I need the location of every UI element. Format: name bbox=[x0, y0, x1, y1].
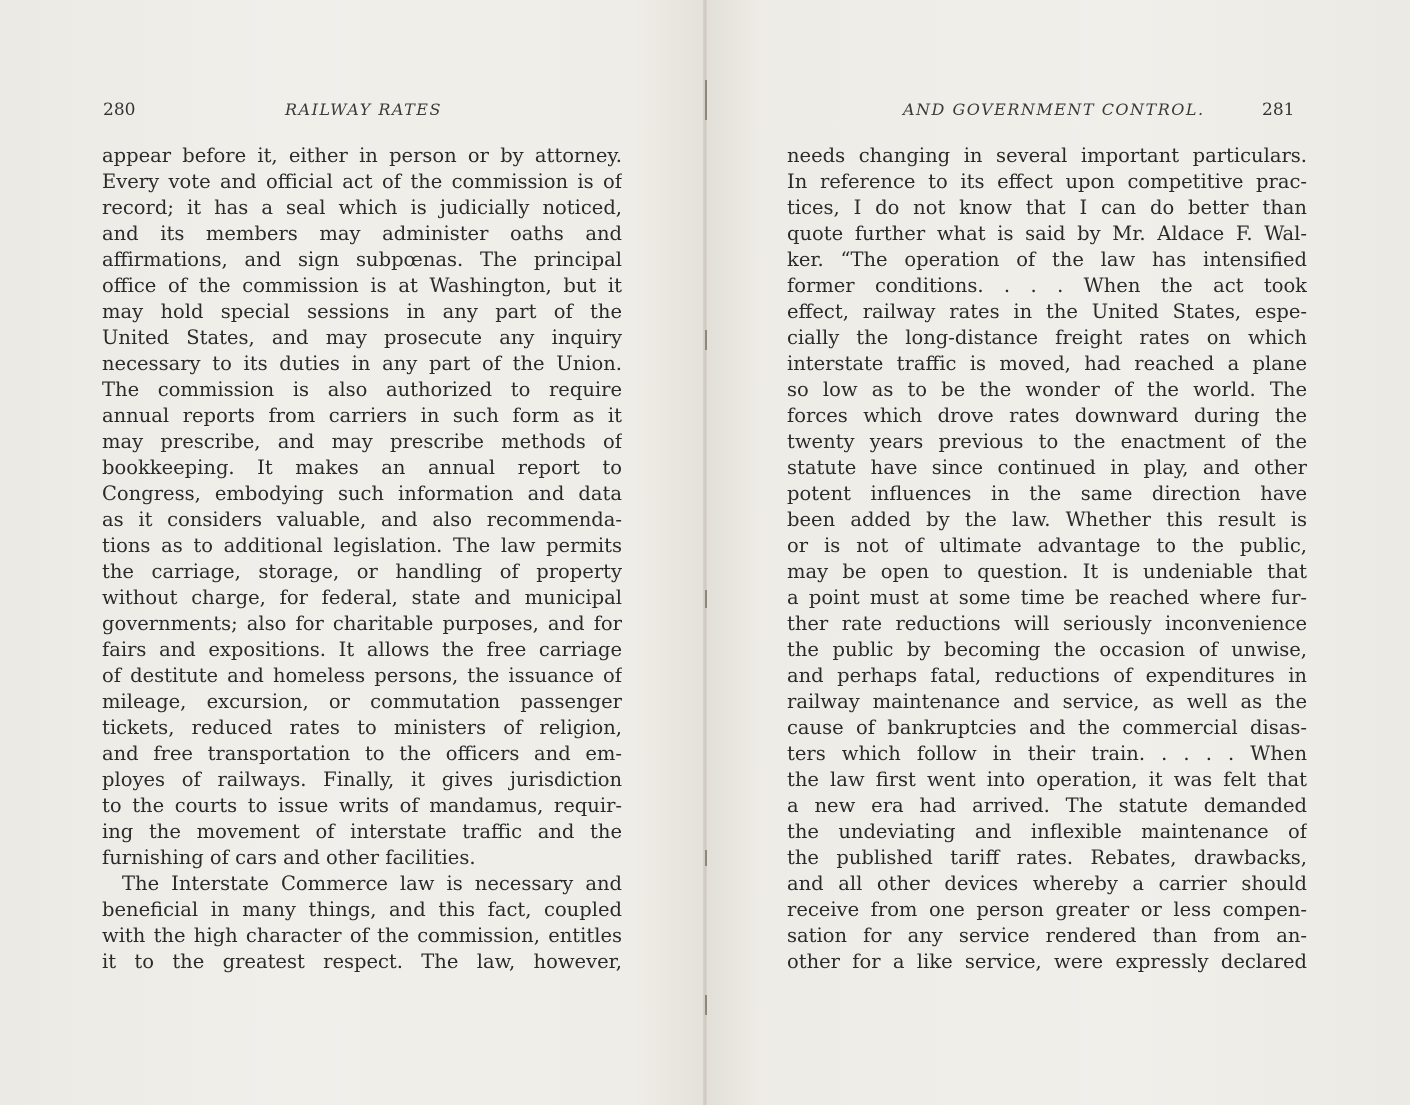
text-line: necessary to its duties in any part of the Union. bbox=[102, 352, 622, 375]
page-number-left: 280 bbox=[103, 100, 136, 120]
text-line: and free transportation to the officers and em- bbox=[102, 742, 622, 765]
text-line: or is not of ultimate advantage to the public, bbox=[787, 534, 1307, 557]
gutter-shadow-mark bbox=[705, 330, 707, 350]
text-line: the carriage, storage, or handling of property bbox=[102, 560, 622, 583]
running-head-right: AND GOVERNMENT CONTROL. bbox=[903, 100, 1205, 119]
text-line: and all other devices whereby a carrier should bbox=[787, 872, 1307, 895]
text-line: office of the commission is at Washington, but it bbox=[102, 274, 622, 297]
text-line: annual reports from carriers in such form as it bbox=[102, 404, 622, 427]
text-line: as it considers valuable, and also recommenda- bbox=[102, 508, 622, 531]
text-line: furnishing of cars and other facilities. bbox=[102, 846, 476, 869]
paragraph-start-line: The Interstate Commerce law is necessary and bbox=[122, 872, 622, 895]
gutter-shadow-mark bbox=[705, 80, 707, 120]
gutter-shadow-mark bbox=[705, 995, 707, 1015]
text-line: ther rate reductions will seriously inconvenience bbox=[787, 612, 1307, 635]
text-line: cially the long-distance freight rates on which bbox=[787, 326, 1307, 349]
text-line: United States, and may prosecute any inquiry bbox=[102, 326, 622, 349]
text-line: been added by the law. Whether this result is bbox=[787, 508, 1307, 531]
text-line: the undeviating and inflexible maintenance of bbox=[787, 820, 1307, 843]
text-line: railway maintenance and service, as well as the bbox=[787, 690, 1307, 713]
text-line: the published tariff rates. Rebates, drawbacks, bbox=[787, 846, 1307, 869]
text-line: Every vote and official act of the commission is of bbox=[102, 170, 622, 193]
text-line: a new era had arrived. The statute demanded bbox=[787, 794, 1307, 817]
gutter-shadow-mark bbox=[705, 850, 707, 866]
text-line: statute have since continued in play, and other bbox=[787, 456, 1307, 479]
text-line: bookkeeping. It makes an annual report to bbox=[102, 456, 622, 479]
text-line: ing the movement of interstate traffic and the bbox=[102, 820, 622, 843]
text-line: with the high character of the commission, entitles bbox=[102, 924, 622, 947]
text-line: sation for any service rendered than from an- bbox=[787, 924, 1307, 947]
text-line: a point must at some time be reached where fur- bbox=[787, 586, 1307, 609]
text-line: without charge, for federal, state and municipal bbox=[102, 586, 622, 609]
text-line: tions as to additional legislation. The law permits bbox=[102, 534, 622, 557]
text-line: fairs and expositions. It allows the free carriage bbox=[102, 638, 622, 661]
text-line: record; it has a seal which is judicially noticed, bbox=[102, 196, 622, 219]
text-line: interstate traffic is moved, had reached a plane bbox=[787, 352, 1307, 375]
text-line: affirmations, and sign subpœnas. The principal bbox=[102, 248, 622, 271]
text-line: The commission is also authorized to require bbox=[102, 378, 622, 401]
text-line: it to the greatest respect. The law, however, bbox=[102, 950, 622, 973]
text-line: quote further what is said by Mr. Aldace F. Wal- bbox=[787, 222, 1307, 245]
text-line: tickets, reduced rates to ministers of religion, bbox=[102, 716, 622, 739]
text-line: ployes of railways. Finally, it gives jurisdiction bbox=[102, 768, 622, 791]
text-line: former conditions. . . . When the act took bbox=[787, 274, 1307, 297]
text-line: In reference to its effect upon competitive prac- bbox=[787, 170, 1307, 193]
text-line: of destitute and homeless persons, the issuance of bbox=[102, 664, 622, 687]
text-line: potent influences in the same direction have bbox=[787, 482, 1307, 505]
text-line: may be open to question. It is undeniable that bbox=[787, 560, 1307, 583]
text-line: forces which drove rates downward during the bbox=[787, 404, 1307, 427]
text-line: twenty years previous to the enactment of the bbox=[787, 430, 1307, 453]
text-line: beneficial in many things, and this fact, coupled bbox=[102, 898, 622, 921]
text-line: receive from one person greater or less compen- bbox=[787, 898, 1307, 921]
running-head-left: RAILWAY RATES bbox=[285, 100, 442, 119]
text-line: needs changing in several important particulars. bbox=[787, 144, 1307, 167]
text-line: ker. “The operation of the law has intensified bbox=[787, 248, 1307, 271]
text-line: and perhaps fatal, reductions of expenditures in bbox=[787, 664, 1307, 687]
text-line: tices, I do not know that I can do better than bbox=[787, 196, 1307, 219]
text-line: the law first went into operation, it was felt that bbox=[787, 768, 1307, 791]
right-page-body bbox=[787, 143, 1307, 975]
right-page bbox=[705, 0, 1410, 1105]
text-line: the public by becoming the occasion of unwise, bbox=[787, 638, 1307, 661]
text-line: mileage, excursion, or commutation passenger bbox=[102, 690, 622, 713]
text-line: other for a like service, were expressly declared bbox=[787, 950, 1307, 973]
text-line: to the courts to issue writs of mandamus, requir- bbox=[102, 794, 622, 817]
text-line: may prescribe, and may prescribe methods of bbox=[102, 430, 622, 453]
page-number-right: 281 bbox=[1262, 100, 1295, 120]
text-line: cause of bankruptcies and the commercial disas- bbox=[787, 716, 1307, 739]
text-line: governments; also for charitable purposes, and for bbox=[102, 612, 622, 635]
text-line: may hold special sessions in any part of the bbox=[102, 300, 622, 323]
text-line: so low as to be the wonder of the world. The bbox=[787, 378, 1307, 401]
text-line: ters which follow in their train. . . . . When bbox=[787, 742, 1307, 765]
text-line: Congress, embodying such information and data bbox=[102, 482, 622, 505]
text-line: effect, railway rates in the United States, espe- bbox=[787, 300, 1307, 323]
book-gutter bbox=[703, 0, 707, 1105]
text-line: and its members may administer oaths and bbox=[102, 222, 622, 245]
left-page-body bbox=[102, 143, 622, 975]
gutter-shadow-mark bbox=[705, 590, 707, 608]
text-line: appear before it, either in person or by attorney. bbox=[102, 144, 622, 167]
